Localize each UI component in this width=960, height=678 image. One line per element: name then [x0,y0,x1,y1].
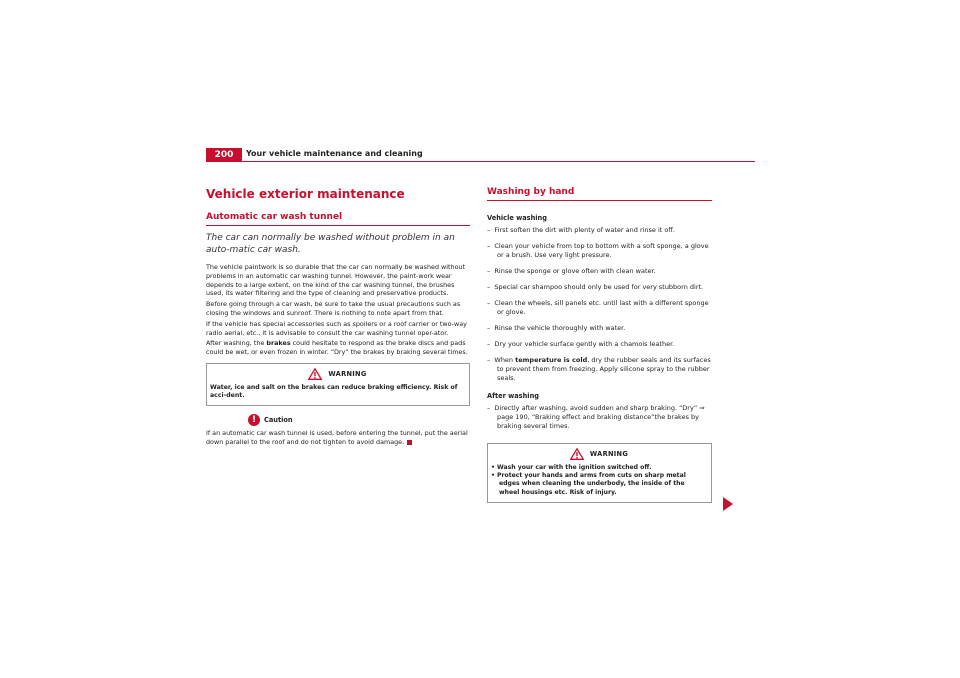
caution-title: Caution [264,416,293,425]
paragraph-brakes: After washing, the brakes could hesitate to respond as the brake discs and pads could be wet, or even frozen in winter. “Dry” the brakes by braking several times. [206,339,468,357]
subheading-vehicle-washing: Vehicle washing [487,214,547,222]
running-title: Your vehicle maintenance and cleaning [246,149,423,158]
next-page-arrow-icon [723,497,733,511]
section-title-hand-wash: Washing by hand [487,187,575,197]
list-item: – Dry your vehicle surface gently with a chamois leather. [487,340,675,348]
page-title: Vehicle exterior maintenance [206,187,405,201]
list-item: – First soften the dirt with plenty of water and rinse it off. [487,226,675,234]
caution-icon: ! [248,414,260,426]
caution-header [248,414,470,426]
warning-bullet: • Wash your car with the ignition switched off. [491,464,652,471]
right-column [487,187,712,503]
subheading-after-washing: After washing [487,392,539,400]
warning-header [491,448,707,460]
left-column [206,187,470,449]
brakes-emphasis: brakes [266,339,291,348]
list-item: – Clean your vehicle from top to bottom with a soft sponge, a glove or a brush. Use very light pressure. [487,242,709,259]
warning-text: Water, ice and salt on the brakes can reduce braking efficiency. Risk of acci-dent. [210,383,458,400]
lead-text: The car can normally be washed without problem in an auto-matic car wash. [206,233,455,255]
caution-text: If an automatic car wash tunnel is used, before entering the tunnel, put the aerial down parallel to the roof and do not tighten to avoid damage. [206,429,468,447]
warning-box [487,443,712,503]
header-rule [206,161,755,162]
list-item: – Rinse the vehicle thoroughly with water. [487,324,626,332]
list-item: – Rinse the sponge or glove often with clean water. [487,267,656,275]
warning-title: WARNING [328,369,367,378]
section-rule [206,225,470,226]
section-title-car-wash: Automatic car wash tunnel [206,212,343,222]
end-of-section-marker [407,440,412,445]
cold-emphasis: temperature is cold [515,356,588,364]
section-rule [487,200,712,201]
list-item: – Special car shampoo should only be used for very stubborn dirt. [487,283,704,291]
paragraph-precautions: Before going through a car wash, be sure to take the usual precautions such as closing the windows and sunroof. There is nothing to note apart from that. [206,300,461,317]
warning-title: WARNING [589,450,629,458]
warning-bullet: • Protect your hands and arms from cuts on sharp metal edges when cleaning the underbody, the inside of the wheel housings etc. Risk of injury. [491,472,686,496]
paragraph-paintwork: The vehicle paintwork is so durable that the car can normally be washed without problems in an automatic car washing tunnel. However, the paint-work wear depends to a large extent, on the kind of the car washing tunnel, the brushes used, its water filtering and the type of cleaning and preservative products. [206,263,466,298]
warning-box [206,363,470,406]
warning-triangle-icon [308,368,322,380]
warning-header [210,368,465,380]
list-item: – Clean the wheels, sill panels etc. until last with a different sponge or glove. [487,299,709,316]
warning-triangle-icon [570,448,584,460]
list-item: – When temperature is cold, dry the rubber seals and its surfaces to prevent them from freezing. Apply silicone spray to the rubber seals. [487,356,711,382]
list-item: – Directly after washing, avoid sudden and sharp braking. “Dry” ⇒ page 190, “Braking effect and braking distance”the brakes by braking several times. [487,404,705,430]
paragraph-accessories: If the vehicle has special accessories such as spoilers or a roof carrier or two-way radio aerial, etc., it is advisable to consult the car washing tunnel oper-ator. [206,319,467,337]
page-number: 200 [206,148,242,161]
